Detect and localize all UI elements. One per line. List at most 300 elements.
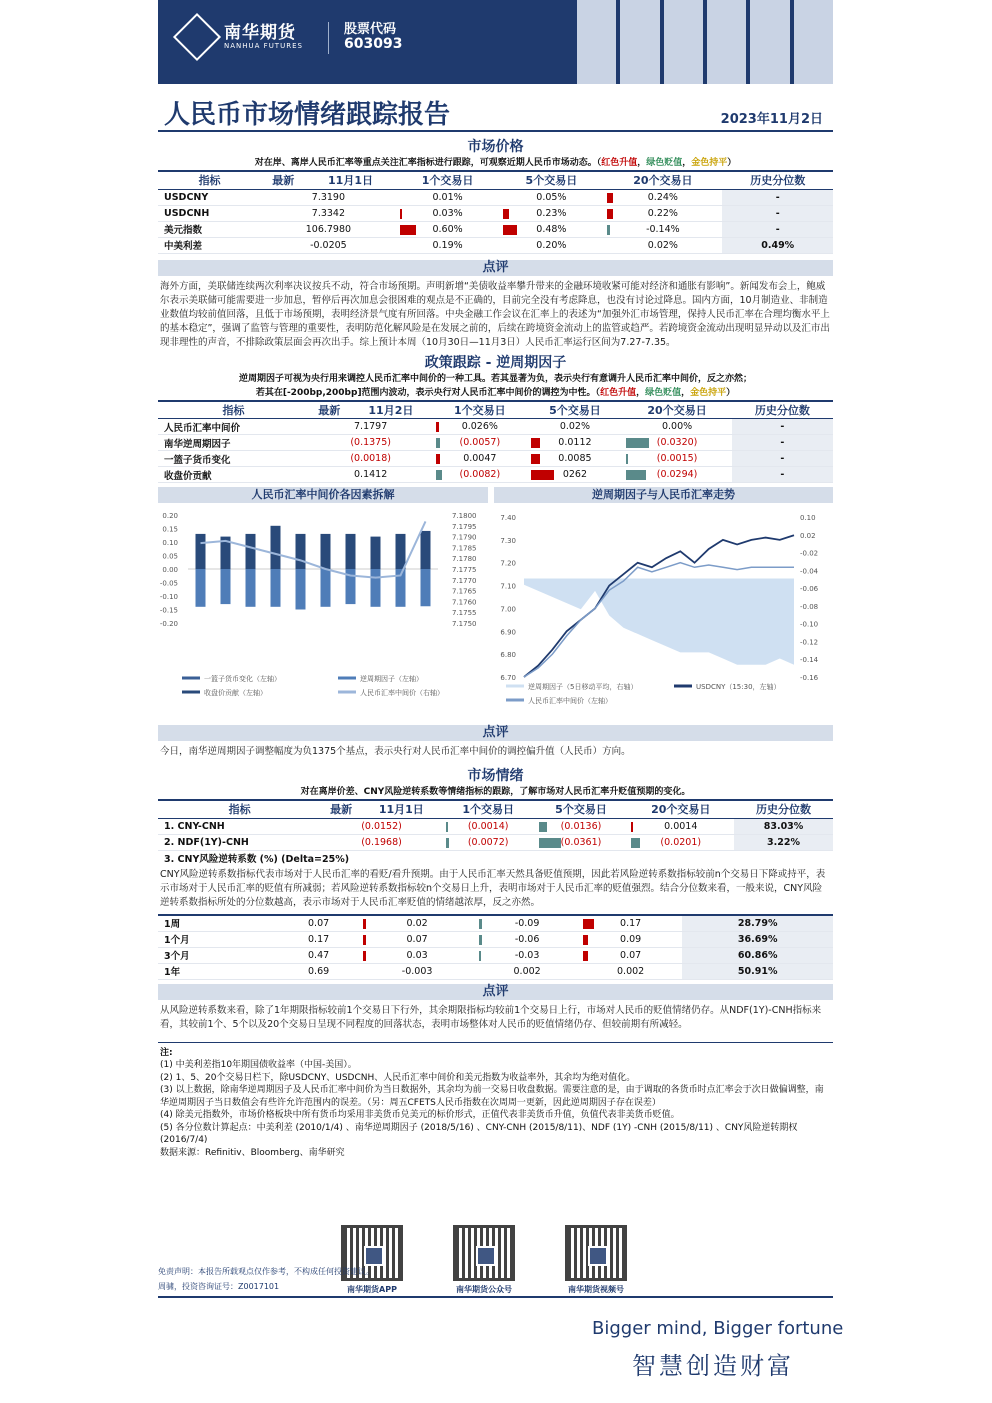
bar-2 — [396, 534, 406, 569]
qr-label: 南华期货APP — [347, 1285, 397, 1294]
y-tick-label: 0.15 — [162, 525, 178, 534]
cell-pct — [722, 221, 833, 237]
cell-d1 — [396, 221, 500, 237]
cell-latest — [309, 419, 432, 435]
change-bar — [363, 935, 366, 945]
cell-d1 — [396, 189, 500, 205]
y2-tick-label: -0.06 — [800, 585, 819, 594]
bar-2 — [421, 531, 431, 569]
cell-latest — [278, 915, 359, 931]
cell-latest — [278, 931, 359, 947]
cell-d1 — [432, 419, 527, 435]
change-bar — [363, 919, 366, 929]
cell-value: 3个月 — [164, 951, 190, 962]
cell-pct — [732, 451, 833, 467]
change-bar — [583, 951, 589, 961]
change-bar — [436, 470, 442, 480]
y2-tick-label: 0.02 — [800, 531, 816, 540]
column-header: 指标 — [158, 171, 261, 189]
table-row — [158, 419, 833, 435]
cell-d20 — [579, 931, 683, 947]
y2-tick-label: 7.1765 — [452, 587, 477, 596]
y2-tick-label: 7.1795 — [452, 522, 477, 531]
change-bar — [631, 822, 633, 832]
cell-pct — [734, 818, 833, 834]
cell-value: 美元指数 — [164, 225, 203, 236]
y-tick-label: -0.15 — [159, 606, 178, 615]
cell-value: 0.01% — [432, 191, 463, 203]
column-header: 1个交易日 — [432, 401, 527, 419]
bar-1 — [321, 569, 331, 607]
cell-d20 — [603, 205, 722, 221]
cell-pct — [722, 237, 833, 253]
cell-value: 0.05% — [536, 191, 567, 203]
y-tick-label: 7.20 — [500, 559, 516, 568]
cell-d20 — [622, 419, 731, 435]
cell-value: 中美利差 — [164, 241, 203, 252]
cell-d5 — [527, 467, 622, 483]
cell-value: (0.1968) — [361, 836, 402, 848]
y-tick-label: 7.30 — [500, 536, 516, 545]
cell-value: 0.026% — [461, 421, 498, 432]
legend-label: 逆周期因子（5日移动平均，右轴） — [528, 683, 638, 691]
cell-name — [158, 834, 321, 850]
cell-value: 1年 — [164, 967, 181, 978]
cell-value: 28.79% — [737, 917, 778, 929]
cell-name — [158, 189, 261, 205]
cell-latest — [261, 237, 396, 253]
table-row — [158, 205, 833, 221]
stock-label: 股票代码 — [344, 22, 397, 37]
cell-latest — [278, 947, 359, 963]
cell-pct — [722, 205, 833, 221]
column-header: 20个交易日 — [603, 171, 722, 189]
change-bar — [539, 838, 561, 848]
cell-value: 7.3190 — [311, 191, 346, 203]
cell-name — [158, 221, 261, 237]
cell-value: 0.02 — [406, 917, 428, 929]
column-header: 5个交易日 — [535, 800, 628, 818]
slogan-en: Bigger mind, Bigger fortune — [592, 1318, 844, 1339]
change-bar — [583, 919, 594, 929]
policy-title: 政策跟踪 - 逆周期因子 — [158, 354, 833, 372]
cell-value: 1个月 — [164, 935, 190, 946]
column-header: 最新 — [261, 171, 305, 189]
cell-d1 — [359, 947, 476, 963]
bar-2 — [271, 526, 281, 569]
change-bar — [400, 225, 417, 235]
cell-value: 0.17 — [308, 933, 330, 945]
cell-pct — [732, 467, 833, 483]
cell-d20 — [622, 435, 731, 451]
column-header: 历史分位数 — [722, 171, 833, 189]
cell-name — [158, 419, 309, 435]
cell-value: 南华逆周期因子 — [164, 438, 231, 450]
column-header: 1个交易日 — [442, 800, 535, 818]
header-divider — [328, 22, 329, 54]
chart-right-svg — [494, 503, 833, 725]
table-row — [158, 237, 833, 253]
cell-value: 0.03 — [406, 949, 428, 961]
change-bar — [531, 470, 553, 480]
cell-name — [158, 435, 309, 451]
cell-value: 0.0085 — [558, 453, 592, 464]
market-price-title: 市场价格 — [158, 138, 833, 156]
cell-name — [158, 947, 278, 963]
header-stripes — [573, 0, 833, 84]
report-page — [158, 0, 833, 1159]
cell-pct — [682, 947, 833, 963]
cell-value: (0.0320) — [656, 437, 698, 448]
cell-d5 — [527, 435, 622, 451]
y2-tick-label: -0.12 — [800, 638, 819, 647]
y-tick-label: 7.40 — [500, 514, 516, 522]
table-row — [158, 467, 833, 483]
y2-tick-label: -0.08 — [800, 602, 819, 611]
cell-pct — [722, 189, 833, 205]
change-bar — [479, 951, 481, 961]
column-header: 指标 — [158, 401, 309, 419]
cell-value: (0.0018) — [350, 453, 391, 464]
cell-value: 7.3342 — [311, 207, 346, 219]
change-bar — [446, 822, 448, 832]
y2-tick-label: 7.1750 — [452, 620, 477, 628]
table-row — [158, 451, 833, 467]
cell-value: - — [780, 437, 785, 448]
y-tick-label: 7.00 — [500, 605, 516, 614]
column-header: 指标 — [158, 800, 321, 818]
cell-d5 — [499, 237, 603, 253]
cell-value: 0.17 — [620, 917, 642, 929]
cell-d20 — [579, 947, 683, 963]
qr-label: 南华期货公众号 — [456, 1285, 512, 1294]
change-bar — [607, 209, 613, 219]
bar-2 — [321, 534, 331, 569]
column-header: 11月1日 — [361, 800, 442, 818]
cell-d1 — [432, 467, 527, 483]
change-bar — [539, 822, 547, 832]
cell-value: - — [780, 453, 785, 464]
cell-value: 0.02% — [647, 239, 678, 251]
cell-value: 0.07 — [406, 933, 428, 945]
y-tick-label: 6.80 — [500, 651, 516, 660]
y2-tick-label: -0.16 — [800, 674, 819, 682]
cell-d1 — [396, 205, 500, 221]
legend-label: 人民币汇率中间价（右轴） — [360, 689, 444, 697]
cell-name — [158, 915, 278, 931]
column-header: 最新 — [309, 401, 350, 419]
change-bar — [436, 454, 440, 464]
cell-d5 — [499, 189, 603, 205]
cell-d1 — [359, 915, 476, 931]
bar-1 — [296, 569, 306, 610]
note-item: (2) 1、5、20个交易日栏下，除USDCNY、USDCNH、人民币汇率中间价和美元指数为收益率外，其余均为绝对值化。 — [160, 1072, 636, 1083]
legend-label: USDCNY（15:30，左轴） — [696, 683, 781, 691]
table-row — [158, 189, 833, 205]
change-bar — [446, 838, 449, 848]
cell-value: 36.69% — [737, 933, 778, 945]
bar-1 — [221, 569, 231, 604]
legend-label: 收盘价贡献（左轴） — [204, 689, 267, 697]
y2-tick-label: 7.1775 — [452, 566, 477, 574]
cell-name — [158, 205, 261, 221]
slogan-cn: 智慧创造财富 — [632, 1352, 794, 1380]
legend-label: 人民币汇率中间价（左轴） — [528, 697, 612, 705]
change-bar — [436, 438, 440, 448]
y-tick-label: -0.10 — [159, 593, 178, 601]
table-row — [158, 915, 833, 931]
cell-pct — [732, 419, 833, 435]
comment2-title: 点评 — [158, 725, 833, 741]
note-item: (1) 中美利差指10年期国债收益率（中国-美国）。 — [160, 1060, 357, 1070]
cell-value: - — [780, 469, 785, 480]
cell-d1 — [442, 834, 535, 850]
cell-value: 0.0112 — [558, 437, 592, 448]
y2-tick-label: -0.14 — [800, 656, 819, 665]
cell-value: 7.1797 — [354, 421, 388, 432]
cell-value: 106.7980 — [305, 223, 352, 235]
cell-value: 0.09 — [620, 933, 642, 945]
cell-value: 0.48% — [536, 223, 567, 235]
cell-value: 60.86% — [737, 949, 778, 961]
table-row — [158, 221, 833, 237]
cell-d20 — [627, 818, 734, 834]
notes — [158, 1042, 833, 1160]
cell-value: (0.0294) — [656, 469, 698, 480]
cell-value: 1. CNY-CNH — [164, 820, 225, 832]
cell-value: (0.0015) — [656, 453, 698, 464]
cell-value: 0.1412 — [354, 469, 388, 480]
change-bar — [607, 193, 613, 203]
y2-tick-label: 7.1760 — [452, 598, 477, 607]
bar-2 — [346, 534, 356, 569]
cell-value: 0.24% — [647, 191, 678, 203]
note-item: (4) 除美元指数外，市场价格板块中所有货币均采用非美货币兑美元的标价形式，正值代表非美货币升值，负值代表非美货币贬值。 — [160, 1110, 680, 1120]
table-row — [158, 947, 833, 963]
chart-left — [158, 487, 488, 725]
stock-code: 603093 — [344, 36, 403, 52]
comment1-title: 点评 — [158, 260, 833, 276]
cell-d5 — [527, 451, 622, 467]
y-tick-label: 6.90 — [500, 628, 516, 637]
cell-value: 0.0014 — [664, 820, 698, 832]
cell-d5 — [475, 931, 579, 947]
change-bar — [626, 470, 646, 480]
author: 周骕，投资咨询证号：Z0017101 — [158, 1281, 833, 1298]
rr-title: 3. CNY风险逆转系数 (%) (Delta=25%) — [164, 854, 350, 866]
change-bar — [400, 209, 403, 219]
cell-d5 — [475, 915, 579, 931]
cell-latest — [309, 451, 432, 467]
market-price-table — [158, 170, 833, 254]
cell-value: 0.02% — [559, 421, 591, 432]
cell-value: 1周 — [164, 919, 181, 931]
cell-d5 — [499, 221, 603, 237]
cell-pct — [682, 963, 833, 979]
cell-value: 0262 — [562, 469, 588, 480]
rr-table — [158, 914, 833, 980]
change-bar — [436, 422, 439, 432]
column-header: 5个交易日 — [527, 401, 622, 419]
cell-value: 0.00% — [661, 421, 693, 432]
cell-value: (0.0057) — [459, 437, 501, 448]
table-row — [158, 818, 833, 834]
column-header: 历史分位数 — [734, 800, 833, 818]
cell-latest — [321, 834, 441, 850]
bar-2 — [246, 534, 256, 569]
change-bar — [363, 951, 366, 961]
cell-value: 人民币汇率中间价 — [164, 422, 241, 434]
policy-table — [158, 400, 833, 484]
cell-d5 — [499, 205, 603, 221]
cell-value: USDCNY — [164, 191, 209, 203]
cell-value: -0.0205 — [310, 239, 347, 251]
cell-value: -0.09 — [514, 917, 540, 929]
report-header — [158, 0, 833, 84]
column-header: 历史分位数 — [732, 401, 833, 419]
legend-label: 逆周期因子（左轴） — [360, 675, 423, 683]
y-tick-label: 0.00 — [162, 566, 178, 574]
y-tick-label: -0.05 — [159, 579, 178, 588]
market-price-subtitle: 对在岸、离岸人民币汇率等重点关注汇率指标进行跟踪，可观察近期人民币市场动态。（红色升值，绿色贬值，金色持平） — [254, 158, 737, 168]
change-bar — [531, 438, 539, 448]
bar-2 — [296, 534, 306, 569]
change-bar — [531, 454, 539, 464]
cell-d20 — [603, 189, 722, 205]
disclaimer: 免责声明：本报告所载观点仅作参考，不构成任何投资建议。 — [158, 1267, 374, 1276]
column-header: 最新 — [321, 800, 361, 818]
cell-value: (0.0136) — [560, 820, 602, 832]
cell-d20 — [622, 467, 731, 483]
cell-value: 一篮子货币变化 — [164, 454, 231, 466]
cell-d20 — [579, 915, 683, 931]
y2-tick-label: 7.1790 — [452, 533, 477, 542]
bar-2 — [371, 537, 381, 569]
cell-value: - — [775, 207, 780, 219]
cell-d5 — [475, 947, 579, 963]
cell-d5 — [535, 834, 628, 850]
cell-pct — [682, 931, 833, 947]
cell-pct — [734, 834, 833, 850]
rr-text: CNY风险逆转系数指标代表市场对于人民币汇率的看贬/看升预期。由于人民币汇率天然具备贬值预期，因此若风险逆转系数指标较前n个交易日下降或持平，表示市场对于人民币汇率的贬值有所减弱；若风险逆转系数指标较n个交易日上升，表明市场对于人民币汇率的贬值强烈。结合分位数来看，一般来说，CNY风险逆转系数指标所处的分位数越高，表示市场对于人民币汇率贬值的情绪越浓厚，反之亦然。 — [160, 869, 826, 908]
cell-name — [158, 237, 261, 253]
cell-value: 0.07 — [620, 949, 642, 961]
cell-value: (0.1375) — [350, 437, 391, 448]
cell-name — [158, 451, 309, 467]
cell-d1 — [359, 931, 476, 947]
cell-value: -0.06 — [514, 933, 540, 945]
cell-value: - — [780, 421, 785, 432]
change-bar — [479, 935, 482, 945]
cell-value: 83.03% — [763, 820, 804, 832]
note-item: (5) 各分位数计算起点：中美利差 (2010/1/4) 、南华逆周期因子 (2018/5/16) 、CNY-CNH (2015/8/11)、NDF (1Y) -CNH (2015/8/11) 、CNY风险逆转期权 (2016/7/4) — [160, 1122, 798, 1145]
change-bar — [607, 225, 610, 235]
cell-value: USDCNH — [164, 207, 210, 219]
cell-latest — [309, 467, 432, 483]
report-title: 人民币市场情绪跟踪报告 — [164, 100, 451, 130]
cell-value: 0.07 — [308, 917, 330, 929]
company-name-en: NANHUA FUTURES — [224, 42, 303, 50]
y-tick-label: 7.10 — [500, 582, 516, 591]
cell-value: (0.0082) — [459, 469, 501, 480]
change-bar — [626, 438, 648, 448]
cell-value: 50.91% — [737, 965, 778, 977]
cell-latest — [261, 221, 396, 237]
cell-value: - — [775, 223, 780, 235]
y-tick-label: 6.70 — [500, 674, 516, 682]
footer — [158, 1266, 833, 1298]
cell-d5 — [527, 419, 622, 435]
y-tick-label: 0.20 — [162, 512, 178, 520]
cell-d20 — [627, 834, 734, 850]
cell-value: 0.20% — [536, 239, 567, 251]
cell-pct — [732, 435, 833, 451]
cell-value: 2. NDF(1Y)-CNH — [164, 836, 249, 848]
cell-value: (0.0014) — [467, 820, 509, 832]
cell-latest — [261, 189, 396, 205]
sentiment-title: 市场情绪 — [158, 767, 833, 785]
y2-tick-label: -0.10 — [800, 620, 819, 629]
chart-right — [494, 487, 833, 725]
comment3-title: 点评 — [158, 984, 833, 1000]
cell-d1 — [442, 818, 535, 834]
chart-left-svg — [158, 503, 488, 725]
cell-value: 0.23% — [536, 207, 567, 219]
y2-tick-label: 7.1785 — [452, 544, 477, 553]
cell-d1 — [432, 451, 527, 467]
change-bar — [503, 209, 509, 219]
sentiment-subtitle: 对在离岸价差、CNY风险逆转系数等情绪指标的跟踪，了解市场对人民币汇率升贬值预期的变化。 — [300, 787, 691, 797]
cell-value: - — [775, 191, 780, 203]
cell-value: -0.003 — [401, 965, 433, 977]
cell-d20 — [603, 221, 722, 237]
cell-value: (0.0072) — [467, 836, 509, 848]
y2-tick-label: 7.1755 — [452, 609, 477, 618]
cell-value: -0.14% — [646, 223, 680, 235]
cell-value: (0.0361) — [560, 836, 602, 848]
y-tick-label: 0.10 — [162, 539, 178, 547]
cell-latest — [309, 435, 432, 451]
y2-tick-label: -0.04 — [800, 567, 819, 576]
change-bar — [631, 838, 639, 848]
cell-d1 — [396, 237, 500, 253]
cell-value: 0.002 — [513, 965, 541, 977]
area-factor — [524, 579, 794, 665]
column-header: 20个交易日 — [622, 401, 731, 419]
sentiment-table — [158, 799, 833, 866]
legend-label: 一篮子货币变化（左轴） — [204, 675, 281, 683]
y2-tick-label: 7.1780 — [452, 555, 477, 564]
cell-latest — [278, 963, 359, 979]
comment3-text: 从风险逆转系数来看，除了1年期限指标较前1个交易日下行外，其余期限指标均较前1个交易日上行，市场对人民币的贬值情绪仍存。从NDF(1Y)-CNH指标来看，其较前1个、5个以及20个交易日呈现不同程度的回落状态，表明市场整体对人民币的贬值情绪仍存、但较前期有所减轻。 — [160, 1004, 822, 1030]
cell-d20 — [622, 451, 731, 467]
cell-d1 — [359, 963, 476, 979]
cell-value: -0.03 — [514, 949, 540, 961]
cell-d20 — [603, 237, 722, 253]
company-name: 南华期货 — [224, 23, 296, 43]
chart-left-title: 人民币汇率中间价各因素拆解 — [158, 487, 488, 503]
cell-latest — [321, 818, 441, 834]
y-tick-label: -0.20 — [159, 620, 178, 628]
qr-label: 南华期货视频号 — [568, 1285, 624, 1294]
cell-d5 — [535, 818, 628, 834]
cell-value: 0.69 — [308, 965, 330, 977]
column-header: 11月1日 — [305, 171, 395, 189]
table-row — [158, 963, 833, 979]
bar-1 — [271, 569, 281, 607]
cell-value: 0.22% — [647, 207, 678, 219]
cell-value: (0.0201) — [660, 836, 702, 848]
